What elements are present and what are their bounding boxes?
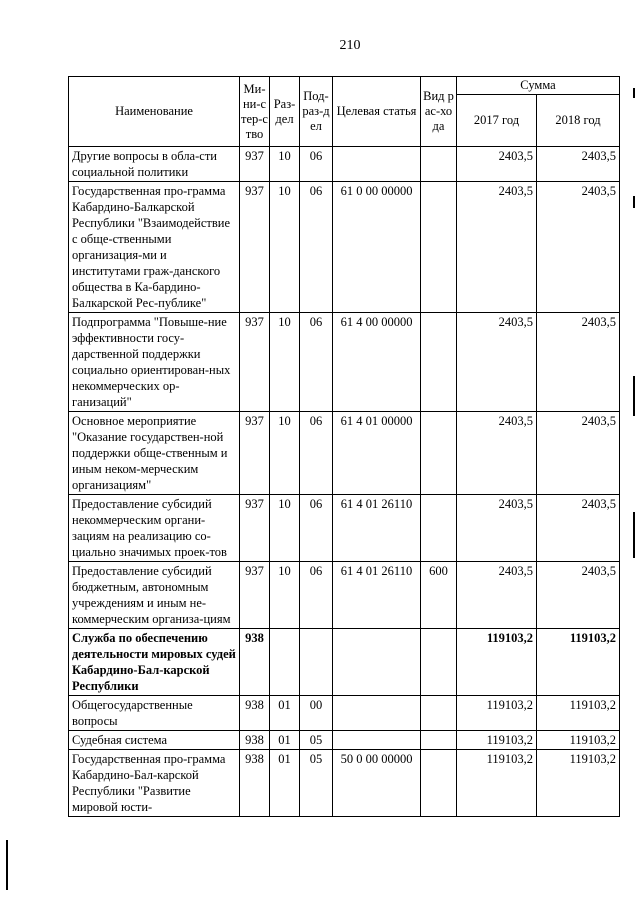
table-row <box>69 562 620 629</box>
table-row <box>69 629 620 696</box>
row-sum-2018: 119103,2 <box>537 696 620 731</box>
row-subsection: 05 <box>300 731 333 750</box>
row-sum-2018: 2403,5 <box>537 562 620 629</box>
budget-table <box>68 76 620 817</box>
row-sum-2017: 2403,5 <box>457 313 537 412</box>
row-name: Государственная про-грамма Кабардино-Бал-карской Республики "Развитие мировой юсти- <box>69 750 240 817</box>
row-expense <box>421 182 457 313</box>
row-expense <box>421 412 457 495</box>
row-expense <box>421 313 457 412</box>
row-name: Предоставление субсидий бюджетным, автономным учреждениям и иным не-коммерческим организа-циям <box>69 562 240 629</box>
row-subsection: 06 <box>300 562 333 629</box>
row-ministry: 937 <box>240 562 270 629</box>
row-ministry: 937 <box>240 182 270 313</box>
row-target: 61 0 00 00000 <box>333 182 421 313</box>
row-name: Государственная про-грамма Кабардино-Балкарской Республики "Взаимодействие с обще-ственными организация-ми и институтами граж-данского общества в Ка-бардино-Балкарской Рес-публике" <box>69 182 240 313</box>
header-year-2018: 2018 год <box>537 95 620 147</box>
row-subsection: 06 <box>300 313 333 412</box>
row-name: Служба по обеспечению деятельности мировых судей Кабардино-Бал-карской Республики <box>69 629 240 696</box>
row-target: 61 4 01 26110 <box>333 562 421 629</box>
row-name: Общегосударственные вопросы <box>69 696 240 731</box>
row-name: Подпрограмма "Повыше-ние эффективности госу-дарственной поддержки социально ориентирован-ных некоммерческих ор-ганизаций" <box>69 313 240 412</box>
row-expense <box>421 750 457 817</box>
row-sum-2017: 2403,5 <box>457 562 537 629</box>
row-section: 01 <box>270 731 300 750</box>
row-name: Предоставление субсидий некоммерческим органи-зациям на реализацию со-циально значимых проек-тов <box>69 495 240 562</box>
edge-mark <box>633 376 635 416</box>
row-sum-2018: 119103,2 <box>537 629 620 696</box>
row-sum-2017: 2403,5 <box>457 412 537 495</box>
row-subsection: 05 <box>300 750 333 817</box>
row-section: 10 <box>270 182 300 313</box>
row-subsection <box>300 629 333 696</box>
row-sum-2017: 119103,2 <box>457 696 537 731</box>
row-sum-2018: 119103,2 <box>537 750 620 817</box>
row-expense <box>421 147 457 182</box>
header-name: Наименование <box>69 77 240 147</box>
table-body <box>69 147 620 817</box>
row-subsection: 06 <box>300 495 333 562</box>
row-expense <box>421 629 457 696</box>
row-subsection: 06 <box>300 412 333 495</box>
row-section: 10 <box>270 562 300 629</box>
row-target: 61 4 01 26110 <box>333 495 421 562</box>
header-subsection: Под-раз-дел <box>300 77 333 147</box>
row-target <box>333 696 421 731</box>
row-sum-2018: 119103,2 <box>537 731 620 750</box>
row-ministry: 938 <box>240 696 270 731</box>
row-target: 50 0 00 00000 <box>333 750 421 817</box>
row-sum-2017: 2403,5 <box>457 495 537 562</box>
row-expense: 600 <box>421 562 457 629</box>
row-sum-2018: 2403,5 <box>537 147 620 182</box>
row-ministry: 938 <box>240 629 270 696</box>
row-section: 10 <box>270 495 300 562</box>
header-target: Целевая статья <box>333 77 421 147</box>
row-sum-2018: 2403,5 <box>537 313 620 412</box>
row-ministry: 938 <box>240 750 270 817</box>
row-sum-2017: 119103,2 <box>457 750 537 817</box>
row-section: 10 <box>270 313 300 412</box>
row-section: 01 <box>270 750 300 817</box>
row-target: 61 4 00 00000 <box>333 313 421 412</box>
table-row <box>69 750 620 817</box>
header-section: Раз-дел <box>270 77 300 147</box>
table-row <box>69 731 620 750</box>
row-sum-2017: 119103,2 <box>457 629 537 696</box>
row-target: 61 4 01 00000 <box>333 412 421 495</box>
row-sum-2018: 2403,5 <box>537 495 620 562</box>
edge-mark <box>6 840 8 890</box>
row-ministry: 938 <box>240 731 270 750</box>
row-section <box>270 629 300 696</box>
header-ministry: Ми-ни-стер-ство <box>240 77 270 147</box>
row-name: Другие вопросы в обла-сти социальной политики <box>69 147 240 182</box>
table-row <box>69 696 620 731</box>
edge-mark <box>633 512 635 558</box>
row-ministry: 937 <box>240 495 270 562</box>
table-row <box>69 495 620 562</box>
row-section: 10 <box>270 147 300 182</box>
row-ministry: 937 <box>240 147 270 182</box>
row-expense <box>421 495 457 562</box>
row-ministry: 937 <box>240 313 270 412</box>
row-subsection: 00 <box>300 696 333 731</box>
row-name: Судебная система <box>69 731 240 750</box>
row-expense <box>421 731 457 750</box>
header-sum: Сумма <box>457 77 620 95</box>
table-row <box>69 412 620 495</box>
edge-mark <box>633 88 635 98</box>
page-number: 210 <box>339 38 361 53</box>
table-row <box>69 313 620 412</box>
row-sum-2017: 119103,2 <box>457 731 537 750</box>
row-ministry: 937 <box>240 412 270 495</box>
row-sum-2017: 2403,5 <box>457 182 537 313</box>
header-expense: Вид рас-хода <box>421 77 457 147</box>
row-name: Основное мероприятие "Оказание государствен-ной поддержки обще-ственным и иным неком-мерческим организациям" <box>69 412 240 495</box>
header-year-2017: 2017 год <box>457 95 537 147</box>
row-section: 01 <box>270 696 300 731</box>
table-row <box>69 147 620 182</box>
row-expense <box>421 696 457 731</box>
row-sum-2018: 2403,5 <box>537 412 620 495</box>
table-header <box>69 77 620 147</box>
row-subsection: 06 <box>300 182 333 313</box>
row-subsection: 06 <box>300 147 333 182</box>
table-row <box>69 182 620 313</box>
row-target <box>333 147 421 182</box>
row-section: 10 <box>270 412 300 495</box>
row-target <box>333 731 421 750</box>
row-target <box>333 629 421 696</box>
row-sum-2017: 2403,5 <box>457 147 537 182</box>
row-sum-2018: 2403,5 <box>537 182 620 313</box>
edge-mark <box>633 196 635 208</box>
